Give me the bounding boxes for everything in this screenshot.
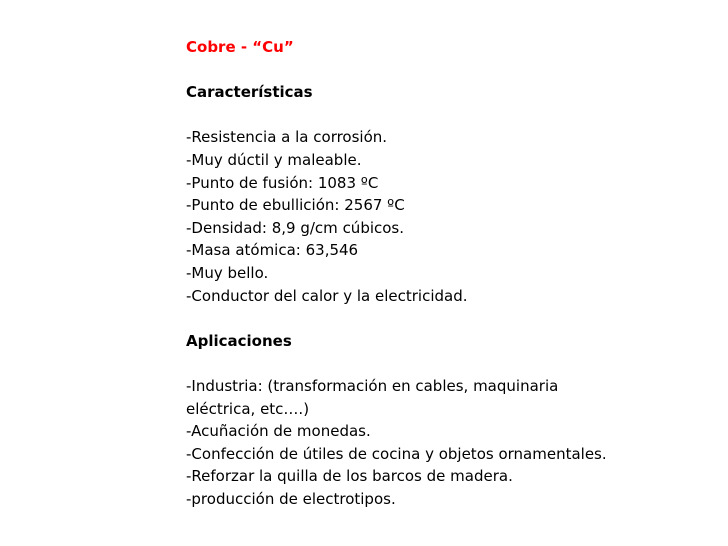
aplicaciones-heading: Aplicaciones bbox=[186, 331, 292, 350]
caracteristica-item: -Densidad: 8,9 g/cm cúbicos. bbox=[186, 218, 405, 237]
slide-title: Cobre - “Cu” bbox=[186, 38, 294, 56]
slide-content bbox=[186, 36, 706, 510]
aplicacion-item: -Industria: (transformación en cables, maquinaria bbox=[186, 376, 559, 395]
caracteristica-item: -Conductor del calor y la electricidad. bbox=[186, 286, 468, 305]
aplicacion-item: -Reforzar la quilla de los barcos de madera. bbox=[186, 467, 513, 486]
spacer bbox=[186, 307, 706, 330]
aplicacion-item: eléctrica, etc….) bbox=[186, 399, 310, 418]
caracteristica-item: -Muy bello. bbox=[186, 263, 269, 282]
caracteristica-item: -Resistencia a la corrosión. bbox=[186, 128, 388, 147]
spacer bbox=[186, 59, 706, 82]
caracteristica-item: -Masa atómica: 63,546 bbox=[186, 241, 359, 260]
spacer bbox=[186, 104, 706, 127]
aplicacion-item: -producción de electrotipos. bbox=[186, 489, 396, 508]
aplicacion-item: -Confección de útiles de cocina y objetos ornamentales. bbox=[186, 444, 607, 463]
caracteristica-item: -Punto de ebullición: 2567 ºC bbox=[186, 196, 405, 215]
caracteristica-item: -Punto de fusión: 1083 ºC bbox=[186, 173, 379, 192]
caracteristicas-heading: Características bbox=[186, 83, 313, 102]
caracteristica-item: -Muy dúctil y maleable. bbox=[186, 150, 362, 169]
spacer bbox=[186, 352, 706, 375]
aplicacion-item: -Acuñación de monedas. bbox=[186, 422, 371, 441]
